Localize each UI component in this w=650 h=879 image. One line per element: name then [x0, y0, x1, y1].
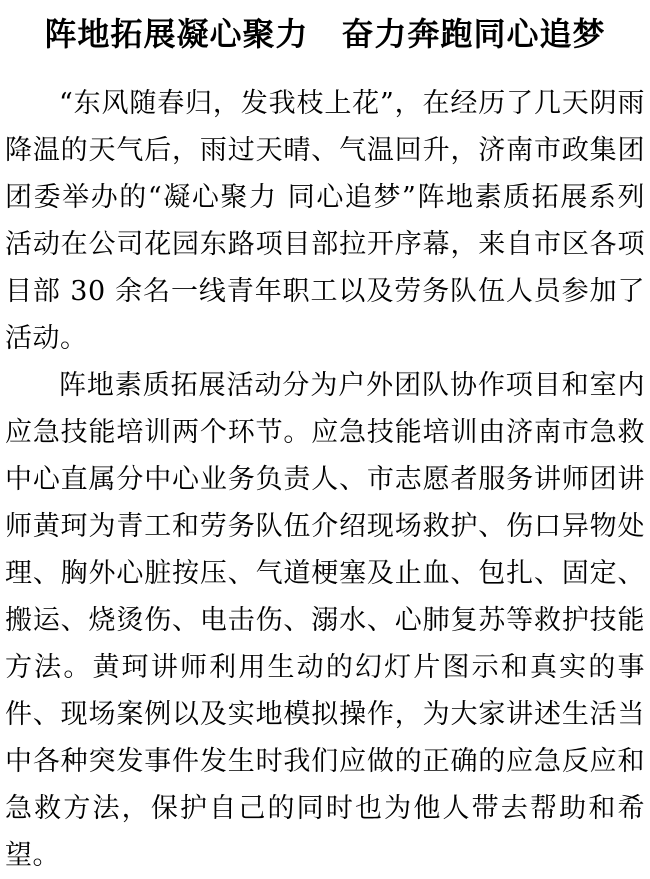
- paragraph-intro: “东风随春归，发我枝上花”，在经历了几天阴雨降温的天气后，雨过天晴、气温回升，济南市政集团团委举办的“凝心聚力 同心追梦”阵地素质拓展系列活动在公司花园东路项目部拉开序幕，来自市区各项目部 30 余名一线青年职工以及劳务队伍人员参加了活动。: [5, 88, 645, 354]
- document-title: 阵地拓展凝心聚力 奋力奔跑同心追梦: [44, 15, 606, 53]
- paragraph-activity-details: 阵地素质拓展活动分为户外团队协作项目和室内应急技能培训两个环节。应急技能培训由济南市急救中心直属分中心业务负责人、市志愿者服务讲师团讲师黄珂为青工和劳务队伍介绍现场救护、伤口异物处理、胸外心脏按压、气道梗塞及止血、包扎、固定、搬运、烧烫伤、电击伤、溺水、心肺复苏等救护技能方法。黄珂讲师利用生动的幻灯片图示和真实的事件、现场案例以及实地模拟操作，为大家讲述生活当中各种突发事件发生时我们应做的正确的应急反应和急救方法，保护自己的同时也为他人带去帮助和希望。: [5, 370, 645, 871]
- document-body: [5, 80, 645, 879]
